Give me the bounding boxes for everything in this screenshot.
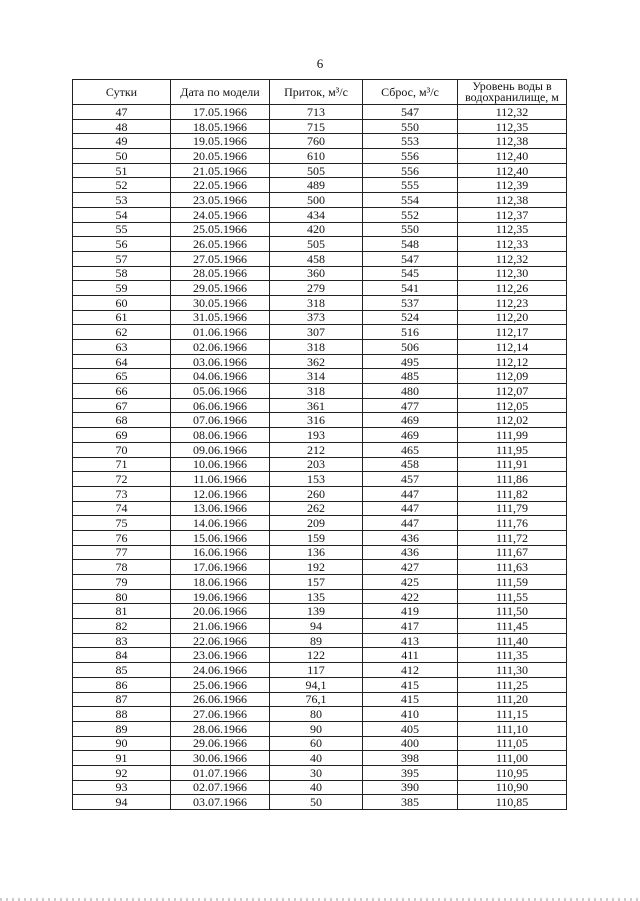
day-cell: 94 xyxy=(73,795,171,810)
inflow-cell: 50 xyxy=(270,795,363,810)
level-cell: 111,95 xyxy=(458,442,567,457)
table-row xyxy=(73,428,567,443)
day-cell: 48 xyxy=(73,119,171,134)
day-cell: 92 xyxy=(73,765,171,780)
date-cell: 25.05.1966 xyxy=(171,222,270,237)
inflow-cell: 136 xyxy=(270,545,363,560)
date-cell: 24.05.1966 xyxy=(171,207,270,222)
table-row xyxy=(73,251,567,266)
day-cell: 52 xyxy=(73,178,171,193)
date-cell: 29.06.1966 xyxy=(171,736,270,751)
day-cell: 67 xyxy=(73,398,171,413)
inflow-cell: 192 xyxy=(270,560,363,575)
header-day: Сутки xyxy=(73,80,171,105)
date-cell: 18.06.1966 xyxy=(171,575,270,590)
date-cell: 09.06.1966 xyxy=(171,442,270,457)
date-cell: 14.06.1966 xyxy=(171,516,270,531)
inflow-cell: 90 xyxy=(270,721,363,736)
table-row xyxy=(73,692,567,707)
date-cell: 30.05.1966 xyxy=(171,295,270,310)
level-cell: 111,55 xyxy=(458,589,567,604)
discharge-cell: 427 xyxy=(363,560,458,575)
discharge-cell: 447 xyxy=(363,486,458,501)
inflow-cell: 203 xyxy=(270,457,363,472)
table-row xyxy=(73,589,567,604)
discharge-cell: 554 xyxy=(363,193,458,208)
header-discharge: Сброс, м³/с xyxy=(363,80,458,105)
table-row xyxy=(73,619,567,634)
date-cell: 08.06.1966 xyxy=(171,428,270,443)
table-row xyxy=(73,413,567,428)
date-cell: 28.06.1966 xyxy=(171,721,270,736)
table-row xyxy=(73,207,567,222)
table-row xyxy=(73,486,567,501)
discharge-cell: 545 xyxy=(363,266,458,281)
inflow-cell: 153 xyxy=(270,472,363,487)
table-row xyxy=(73,795,567,810)
day-cell: 81 xyxy=(73,604,171,619)
table-row xyxy=(73,472,567,487)
header-water-level: Уровень воды в водохранилище, м xyxy=(458,80,567,105)
date-cell: 12.06.1966 xyxy=(171,486,270,501)
day-cell: 69 xyxy=(73,428,171,443)
date-cell: 26.05.1966 xyxy=(171,237,270,252)
day-cell: 70 xyxy=(73,442,171,457)
inflow-cell: 80 xyxy=(270,707,363,722)
level-cell: 110,85 xyxy=(458,795,567,810)
date-cell: 07.06.1966 xyxy=(171,413,270,428)
day-cell: 55 xyxy=(73,222,171,237)
discharge-cell: 398 xyxy=(363,751,458,766)
table-row xyxy=(73,530,567,545)
date-cell: 24.06.1966 xyxy=(171,663,270,678)
day-cell: 56 xyxy=(73,237,171,252)
level-cell: 111,50 xyxy=(458,604,567,619)
page-number: 6 xyxy=(316,56,324,71)
level-cell: 110,95 xyxy=(458,765,567,780)
day-cell: 83 xyxy=(73,633,171,648)
date-cell: 23.06.1966 xyxy=(171,648,270,663)
date-cell: 05.06.1966 xyxy=(171,384,270,399)
inflow-cell: 360 xyxy=(270,266,363,281)
day-cell: 59 xyxy=(73,281,171,296)
date-cell: 27.06.1966 xyxy=(171,707,270,722)
inflow-cell: 193 xyxy=(270,428,363,443)
discharge-cell: 506 xyxy=(363,340,458,355)
day-cell: 73 xyxy=(73,486,171,501)
day-cell: 71 xyxy=(73,457,171,472)
inflow-cell: 279 xyxy=(270,281,363,296)
table-row xyxy=(73,266,567,281)
table-row xyxy=(73,457,567,472)
day-cell: 89 xyxy=(73,721,171,736)
table-row xyxy=(73,677,567,692)
day-cell: 91 xyxy=(73,751,171,766)
date-cell: 17.06.1966 xyxy=(171,560,270,575)
level-cell: 112,33 xyxy=(458,237,567,252)
discharge-cell: 547 xyxy=(363,105,458,120)
inflow-cell: 505 xyxy=(270,163,363,178)
discharge-cell: 550 xyxy=(363,119,458,134)
table-row xyxy=(73,545,567,560)
table-row xyxy=(73,736,567,751)
date-cell: 01.07.1966 xyxy=(171,765,270,780)
day-cell: 93 xyxy=(73,780,171,795)
level-cell: 112,14 xyxy=(458,340,567,355)
date-cell: 16.06.1966 xyxy=(171,545,270,560)
table-row xyxy=(73,560,567,575)
discharge-cell: 550 xyxy=(363,222,458,237)
day-cell: 65 xyxy=(73,369,171,384)
table-row xyxy=(73,384,567,399)
level-cell: 111,99 xyxy=(458,428,567,443)
level-cell: 112,12 xyxy=(458,354,567,369)
discharge-cell: 436 xyxy=(363,530,458,545)
inflow-cell: 157 xyxy=(270,575,363,590)
table-row xyxy=(73,398,567,413)
day-cell: 68 xyxy=(73,413,171,428)
discharge-cell: 556 xyxy=(363,149,458,164)
date-cell: 18.05.1966 xyxy=(171,119,270,134)
level-cell: 111,20 xyxy=(458,692,567,707)
level-cell: 112,32 xyxy=(458,105,567,120)
day-cell: 53 xyxy=(73,193,171,208)
level-cell: 111,82 xyxy=(458,486,567,501)
level-cell: 111,72 xyxy=(458,530,567,545)
inflow-cell: 262 xyxy=(270,501,363,516)
discharge-cell: 477 xyxy=(363,398,458,413)
discharge-cell: 417 xyxy=(363,619,458,634)
date-cell: 23.05.1966 xyxy=(171,193,270,208)
discharge-cell: 495 xyxy=(363,354,458,369)
day-cell: 72 xyxy=(73,472,171,487)
inflow-cell: 318 xyxy=(270,295,363,310)
level-cell: 110,90 xyxy=(458,780,567,795)
inflow-cell: 94 xyxy=(270,619,363,634)
date-cell: 04.06.1966 xyxy=(171,369,270,384)
level-cell: 112,09 xyxy=(458,369,567,384)
discharge-cell: 436 xyxy=(363,545,458,560)
date-cell: 19.05.1966 xyxy=(171,134,270,149)
discharge-cell: 480 xyxy=(363,384,458,399)
level-cell: 112,38 xyxy=(458,134,567,149)
inflow-cell: 610 xyxy=(270,149,363,164)
date-cell: 28.05.1966 xyxy=(171,266,270,281)
level-cell: 112,38 xyxy=(458,193,567,208)
discharge-cell: 413 xyxy=(363,633,458,648)
discharge-cell: 516 xyxy=(363,325,458,340)
day-cell: 62 xyxy=(73,325,171,340)
table-row xyxy=(73,501,567,516)
discharge-cell: 447 xyxy=(363,516,458,531)
table-row xyxy=(73,295,567,310)
date-cell: 29.05.1966 xyxy=(171,281,270,296)
date-cell: 30.06.1966 xyxy=(171,751,270,766)
day-cell: 58 xyxy=(73,266,171,281)
inflow-cell: 122 xyxy=(270,648,363,663)
level-cell: 111,10 xyxy=(458,721,567,736)
level-cell: 112,32 xyxy=(458,251,567,266)
date-cell: 10.06.1966 xyxy=(171,457,270,472)
day-cell: 51 xyxy=(73,163,171,178)
table-row xyxy=(73,707,567,722)
inflow-cell: 209 xyxy=(270,516,363,531)
inflow-cell: 94,1 xyxy=(270,677,363,692)
discharge-cell: 548 xyxy=(363,237,458,252)
level-cell: 112,17 xyxy=(458,325,567,340)
table-row xyxy=(73,663,567,678)
day-cell: 49 xyxy=(73,134,171,149)
inflow-cell: 715 xyxy=(270,119,363,134)
inflow-cell: 434 xyxy=(270,207,363,222)
discharge-cell: 411 xyxy=(363,648,458,663)
table-row xyxy=(73,648,567,663)
level-cell: 111,25 xyxy=(458,677,567,692)
inflow-cell: 314 xyxy=(270,369,363,384)
date-cell: 19.06.1966 xyxy=(171,589,270,604)
table-row xyxy=(73,281,567,296)
day-cell: 88 xyxy=(73,707,171,722)
inflow-cell: 40 xyxy=(270,751,363,766)
reservoir-data-table xyxy=(72,79,567,810)
level-cell: 111,67 xyxy=(458,545,567,560)
discharge-cell: 390 xyxy=(363,780,458,795)
inflow-cell: 139 xyxy=(270,604,363,619)
level-cell: 111,45 xyxy=(458,619,567,634)
level-cell: 112,39 xyxy=(458,178,567,193)
discharge-cell: 537 xyxy=(363,295,458,310)
table-row xyxy=(73,765,567,780)
inflow-cell: 260 xyxy=(270,486,363,501)
discharge-cell: 465 xyxy=(363,442,458,457)
day-cell: 87 xyxy=(73,692,171,707)
day-cell: 75 xyxy=(73,516,171,531)
inflow-cell: 117 xyxy=(270,663,363,678)
discharge-cell: 458 xyxy=(363,457,458,472)
discharge-cell: 395 xyxy=(363,765,458,780)
day-cell: 74 xyxy=(73,501,171,516)
table-row xyxy=(73,119,567,134)
day-cell: 60 xyxy=(73,295,171,310)
table-row xyxy=(73,780,567,795)
level-cell: 112,40 xyxy=(458,149,567,164)
level-cell: 112,02 xyxy=(458,413,567,428)
level-cell: 112,05 xyxy=(458,398,567,413)
inflow-cell: 40 xyxy=(270,780,363,795)
day-cell: 90 xyxy=(73,736,171,751)
day-cell: 86 xyxy=(73,677,171,692)
table-row xyxy=(73,633,567,648)
inflow-cell: 159 xyxy=(270,530,363,545)
level-cell: 112,40 xyxy=(458,163,567,178)
date-cell: 27.05.1966 xyxy=(171,251,270,266)
discharge-cell: 415 xyxy=(363,692,458,707)
discharge-cell: 524 xyxy=(363,310,458,325)
discharge-cell: 457 xyxy=(363,472,458,487)
level-cell: 111,79 xyxy=(458,501,567,516)
date-cell: 06.06.1966 xyxy=(171,398,270,413)
table-row xyxy=(73,604,567,619)
date-cell: 20.05.1966 xyxy=(171,149,270,164)
day-cell: 79 xyxy=(73,575,171,590)
day-cell: 82 xyxy=(73,619,171,634)
level-cell: 112,37 xyxy=(458,207,567,222)
discharge-cell: 419 xyxy=(363,604,458,619)
table-header-row xyxy=(73,80,567,105)
level-cell: 111,59 xyxy=(458,575,567,590)
table-row xyxy=(73,310,567,325)
table-row xyxy=(73,325,567,340)
date-cell: 03.07.1966 xyxy=(171,795,270,810)
header-model-date: Дата по модели xyxy=(171,80,270,105)
table-row xyxy=(73,751,567,766)
inflow-cell: 500 xyxy=(270,193,363,208)
discharge-cell: 410 xyxy=(363,707,458,722)
date-cell: 03.06.1966 xyxy=(171,354,270,369)
table-row xyxy=(73,369,567,384)
inflow-cell: 30 xyxy=(270,765,363,780)
discharge-cell: 447 xyxy=(363,501,458,516)
day-cell: 76 xyxy=(73,530,171,545)
date-cell: 22.06.1966 xyxy=(171,633,270,648)
table-row xyxy=(73,163,567,178)
discharge-cell: 485 xyxy=(363,369,458,384)
day-cell: 54 xyxy=(73,207,171,222)
discharge-cell: 547 xyxy=(363,251,458,266)
day-cell: 63 xyxy=(73,340,171,355)
date-cell: 15.06.1966 xyxy=(171,530,270,545)
inflow-cell: 713 xyxy=(270,105,363,120)
level-cell: 112,23 xyxy=(458,295,567,310)
discharge-cell: 555 xyxy=(363,178,458,193)
date-cell: 01.06.1966 xyxy=(171,325,270,340)
inflow-cell: 316 xyxy=(270,413,363,428)
date-cell: 21.06.1966 xyxy=(171,619,270,634)
inflow-cell: 760 xyxy=(270,134,363,149)
discharge-cell: 415 xyxy=(363,677,458,692)
day-cell: 64 xyxy=(73,354,171,369)
date-cell: 02.06.1966 xyxy=(171,340,270,355)
table-row xyxy=(73,442,567,457)
level-cell: 112,35 xyxy=(458,119,567,134)
table-row xyxy=(73,222,567,237)
table-row xyxy=(73,237,567,252)
inflow-cell: 318 xyxy=(270,340,363,355)
inflow-cell: 458 xyxy=(270,251,363,266)
discharge-cell: 405 xyxy=(363,721,458,736)
date-cell: 20.06.1966 xyxy=(171,604,270,619)
discharge-cell: 553 xyxy=(363,134,458,149)
date-cell: 25.06.1966 xyxy=(171,677,270,692)
level-cell: 111,35 xyxy=(458,648,567,663)
level-cell: 112,20 xyxy=(458,310,567,325)
discharge-cell: 422 xyxy=(363,589,458,604)
inflow-cell: 60 xyxy=(270,736,363,751)
table-row xyxy=(73,105,567,120)
discharge-cell: 425 xyxy=(363,575,458,590)
table-row xyxy=(73,575,567,590)
discharge-cell: 541 xyxy=(363,281,458,296)
day-cell: 47 xyxy=(73,105,171,120)
table-row xyxy=(73,149,567,164)
inflow-cell: 212 xyxy=(270,442,363,457)
level-cell: 111,40 xyxy=(458,633,567,648)
table-body xyxy=(73,105,567,810)
date-cell: 13.06.1966 xyxy=(171,501,270,516)
date-cell: 21.05.1966 xyxy=(171,163,270,178)
level-cell: 112,30 xyxy=(458,266,567,281)
day-cell: 77 xyxy=(73,545,171,560)
level-cell: 112,35 xyxy=(458,222,567,237)
table-row xyxy=(73,354,567,369)
table-row xyxy=(73,516,567,531)
date-cell: 17.05.1966 xyxy=(171,105,270,120)
day-cell: 57 xyxy=(73,251,171,266)
date-cell: 31.05.1966 xyxy=(171,310,270,325)
inflow-cell: 135 xyxy=(270,589,363,604)
discharge-cell: 552 xyxy=(363,207,458,222)
header-inflow: Приток, м³/с xyxy=(270,80,363,105)
day-cell: 80 xyxy=(73,589,171,604)
day-cell: 78 xyxy=(73,560,171,575)
date-cell: 11.06.1966 xyxy=(171,472,270,487)
discharge-cell: 469 xyxy=(363,413,458,428)
day-cell: 66 xyxy=(73,384,171,399)
level-cell: 111,76 xyxy=(458,516,567,531)
discharge-cell: 400 xyxy=(363,736,458,751)
table-row xyxy=(73,721,567,736)
discharge-cell: 556 xyxy=(363,163,458,178)
level-cell: 111,63 xyxy=(458,560,567,575)
table-row xyxy=(73,178,567,193)
level-cell: 111,05 xyxy=(458,736,567,751)
inflow-cell: 505 xyxy=(270,237,363,252)
inflow-cell: 489 xyxy=(270,178,363,193)
level-cell: 111,15 xyxy=(458,707,567,722)
inflow-cell: 420 xyxy=(270,222,363,237)
level-cell: 112,26 xyxy=(458,281,567,296)
inflow-cell: 89 xyxy=(270,633,363,648)
inflow-cell: 318 xyxy=(270,384,363,399)
date-cell: 02.07.1966 xyxy=(171,780,270,795)
inflow-cell: 361 xyxy=(270,398,363,413)
date-cell: 26.06.1966 xyxy=(171,692,270,707)
day-cell: 50 xyxy=(73,149,171,164)
date-cell: 22.05.1966 xyxy=(171,178,270,193)
inflow-cell: 373 xyxy=(270,310,363,325)
discharge-cell: 385 xyxy=(363,795,458,810)
discharge-cell: 412 xyxy=(363,663,458,678)
inflow-cell: 76,1 xyxy=(270,692,363,707)
inflow-cell: 307 xyxy=(270,325,363,340)
day-cell: 85 xyxy=(73,663,171,678)
level-cell: 111,30 xyxy=(458,663,567,678)
level-cell: 111,91 xyxy=(458,457,567,472)
table-row xyxy=(73,193,567,208)
discharge-cell: 469 xyxy=(363,428,458,443)
table-row xyxy=(73,134,567,149)
table-row xyxy=(73,340,567,355)
day-cell: 84 xyxy=(73,648,171,663)
level-cell: 112,07 xyxy=(458,384,567,399)
level-cell: 111,00 xyxy=(458,751,567,766)
inflow-cell: 362 xyxy=(270,354,363,369)
level-cell: 111,86 xyxy=(458,472,567,487)
day-cell: 61 xyxy=(73,310,171,325)
